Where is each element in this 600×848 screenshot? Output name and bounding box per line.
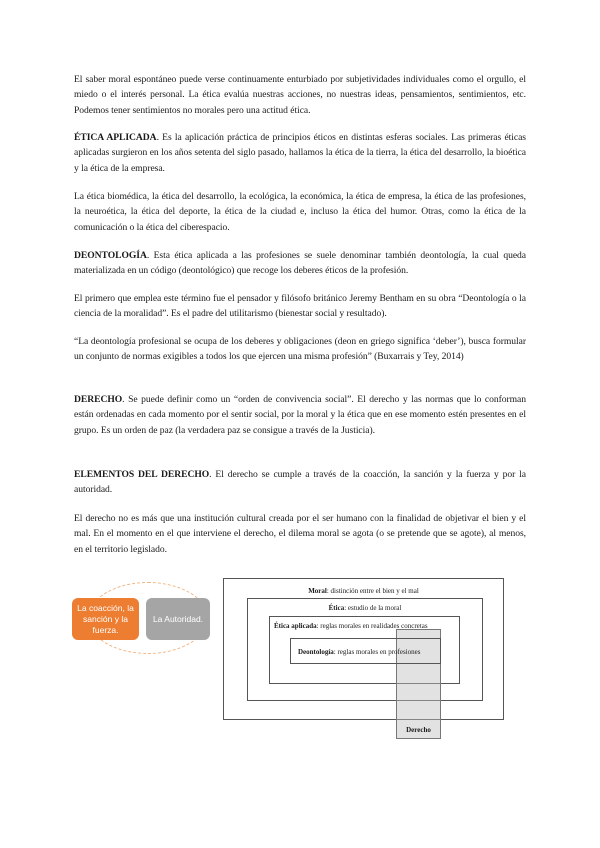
heading-etica-aplicada: ÉTICA APLICADA [74, 132, 157, 143]
paragraph-text: El primero que emplea este término fue el pensador y filósofo británico Jeremy Bentham en su obra “Deontología o la ciencia de la moralidad”. Es el padre del utilitarismo (bienestar social y resultado). [74, 293, 526, 320]
paragraph-etica-aplicada [74, 130, 526, 176]
paragraph-deontologia [74, 248, 526, 279]
paragraph-text: . Es la aplicación práctica de principios éticos en distintas esferas sociales. Las primeras éticas aplicadas surgieron en los años setenta del siglo pasado, hallamos la ética de la tierra, la ética del desarrollo, la bioética y la ética de la empresa. [74, 132, 526, 174]
label-bold: Ética aplicada [274, 622, 317, 630]
heading-deontologia: DEONTOLOGÍA [74, 250, 147, 261]
paragraph-elementos-derecho [74, 467, 526, 498]
paragraph-derecho [74, 392, 526, 438]
paragraph-text: La ética biomédica, la ética del desarrollo, la ecológica, la económica, la ética de empresa, la ética de las profesiones, la neuroética, la ética del deporte, la ética de la ciudad e, incluso la ética del humor. Otras, como la ética de la comunicación o la ética del ciberespacio. [74, 191, 526, 233]
heading-elementos-derecho: ELEMENTOS DEL DERECHO [74, 469, 210, 480]
label-bold: Deontología [298, 648, 334, 656]
label-bold: Ética [328, 604, 345, 612]
cycle-box-coaccion-label: La coacción, la sanción y la fuerza. [77, 602, 134, 635]
label-rest: : estudio de la moral [344, 604, 402, 612]
frame-deontologia-label [298, 648, 420, 657]
paragraph-text: El saber moral espontáneo puede verse continuamente enturbiado por subjetividades individuales como el orgullo, el miedo o el interés personal. La ética evalúa nuestras acciones, no nuestras ideas, pensamientos, sentimientos, etc. Podemos tener sentimientos no morales pero una actitud ética. [74, 74, 526, 116]
paragraph-bentham [74, 291, 526, 322]
paragraph-text: El derecho no es más que una institución cultural creada por el ser humano con la finalidad de objetivar el bien y el mal. En el momento en el que interviene el derecho, el dilema moral se agota (o se pretende que se agote), al menos, en el territorio legislado. [74, 513, 526, 555]
frame-deontologia [290, 638, 441, 664]
label-rest: : distinción entre el bien y el mal [326, 587, 419, 595]
paragraph-text: . Esta ética aplicada a las profesiones se suele denominar también deontología, la cual queda materializada en un código (deontológico) que recoge los deberes éticos de la profesión. [74, 250, 526, 277]
label-rest: : reglas morales en profesiones [333, 648, 421, 656]
frame-moral-label [224, 587, 503, 596]
paragraph-text: “La deontología profesional se ocupa de los deberes y obligaciones (deon en griego significa ‘deber’), busca formular un conjunto de normas exigibles a todos los que ejercen una misma profesión” (Buxarrais y Tey, 2014) [74, 336, 526, 363]
cycle-box-autoridad-label: La Autoridad. [152, 613, 204, 624]
cycle-box-autoridad [146, 598, 210, 640]
paragraph-text: . El derecho se cumple a través de la coacción, la sanción y la fuerza y por la autoridad. [74, 469, 526, 496]
paragraph-eticas-list [74, 189, 526, 235]
paragraph-saber-moral [74, 72, 526, 118]
label-bold: Moral [308, 587, 327, 595]
paragraph-institucion-cultural [74, 511, 526, 557]
frame-etica-label [248, 604, 482, 613]
heading-derecho: DERECHO [74, 394, 123, 405]
paragraph-text: . Se puede definir como un “orden de convivencia social”. El derecho y las normas que lo conforman están ordenadas en cada momento por el sentir social, por la moral y la ética que en ese momento estén presentes en el grupo. Es un orden de paz (la verdadera paz se consigue a través de la Justicia). [74, 394, 526, 436]
paragraph-quote [74, 334, 526, 365]
frame-derecho-label: Derecho [406, 726, 431, 734]
label-rest: : reglas morales en realidades concretas [316, 622, 428, 630]
cycle-box-coaccion [72, 598, 139, 640]
